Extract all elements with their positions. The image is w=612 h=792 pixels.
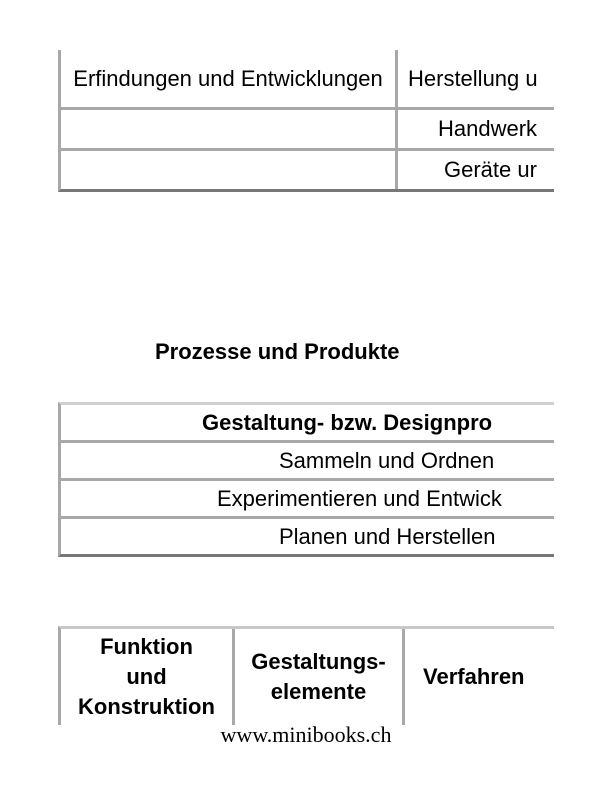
header-text: Gestaltung- bzw. Designpro <box>202 409 493 435</box>
cell-text: Sammeln und Ordnen <box>279 447 495 473</box>
design-process-table <box>58 402 554 557</box>
footer-url: www.minibooks.ch <box>220 722 392 747</box>
table-cell <box>398 151 554 189</box>
header-text-line: elemente <box>270 679 367 704</box>
table-header-cell <box>61 405 554 443</box>
table-row <box>61 151 554 189</box>
aspects-table <box>58 626 554 725</box>
table-header-row <box>61 405 554 443</box>
header-text-line: Konstruktion <box>78 694 215 719</box>
header-text-line: Funktion <box>100 634 193 659</box>
table-header-cell <box>61 629 235 725</box>
table-cell <box>61 110 398 151</box>
inventions-table <box>58 50 554 192</box>
section-heading: Prozesse und Produkte <box>155 339 400 364</box>
header-text-line: und <box>126 664 167 689</box>
cell-text: Handwerk <box>438 116 538 141</box>
table-cell <box>61 151 398 189</box>
table-row <box>61 443 554 481</box>
table-header-cell <box>235 629 405 725</box>
cell-text: Experimentieren und Entwick <box>217 485 502 511</box>
table-row <box>61 110 554 151</box>
cell-text: Geräte ur <box>444 157 537 182</box>
header-text: Verfahren <box>423 664 525 689</box>
table-header-cell <box>405 629 554 725</box>
table-row <box>61 481 554 519</box>
table-cell <box>61 50 398 110</box>
table-row <box>61 50 554 110</box>
table-row <box>61 519 554 554</box>
cell-text: Planen und Herstellen <box>279 523 496 549</box>
table-cell <box>61 443 554 481</box>
table-cell <box>61 519 554 554</box>
header-text-line: Gestaltungs- <box>251 649 386 674</box>
cell-text: Herstellung u <box>408 65 538 91</box>
table-header-row <box>61 629 554 725</box>
table-cell <box>398 50 554 110</box>
table-cell <box>398 110 554 151</box>
cell-text: Erfindungen und Entwicklungen <box>73 65 383 91</box>
table-cell <box>61 481 554 519</box>
